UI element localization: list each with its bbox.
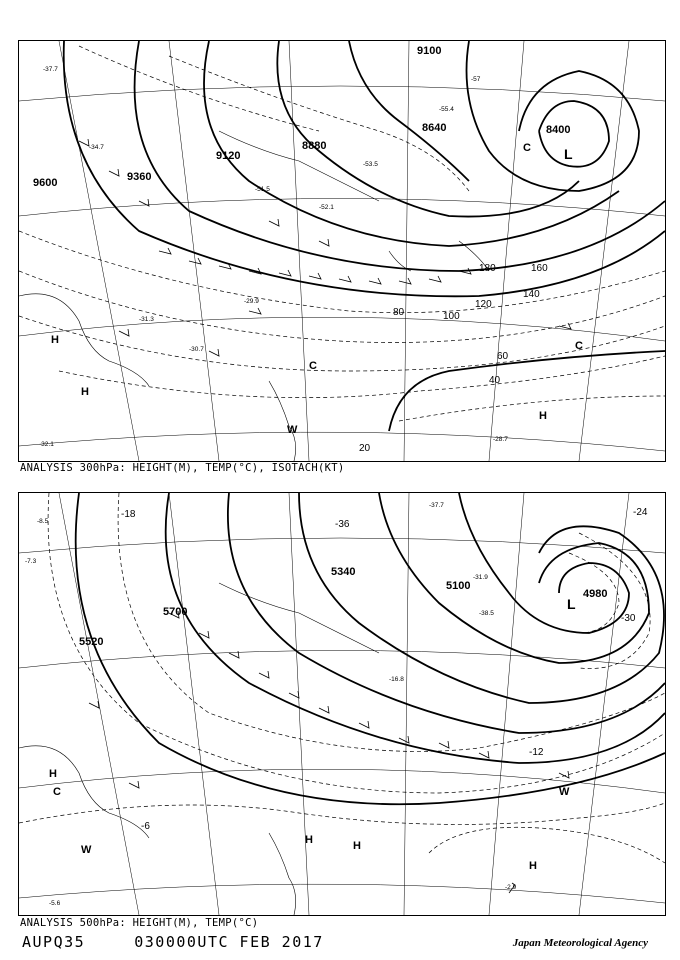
low-pressure-center: L (564, 146, 573, 162)
temp-label: -57 (471, 76, 481, 83)
high-pressure-center: H (305, 834, 313, 846)
isotherm-label-12: -12 (529, 747, 544, 758)
isotach-label-120: 120 (475, 299, 492, 310)
isotach-label-40: 40 (489, 375, 501, 386)
temp-label: -28.7 (493, 436, 508, 443)
cold-center: C (309, 360, 317, 372)
caption-500hpa: ANALYSIS 500hPa: HEIGHT(M), TEMP(°C) (20, 917, 259, 929)
height-label-5520: 5520 (79, 636, 104, 648)
warm-center: W (559, 786, 570, 798)
analysis-300hpa-map (18, 40, 666, 462)
low-pressure-center: L (567, 596, 576, 612)
latlon-grid (19, 493, 665, 915)
caption-300hpa: ANALYSIS 300hPa: HEIGHT(M), TEMP(°C), ISOTACH(KT) (20, 462, 345, 474)
temp-label: -34.7 (89, 144, 104, 151)
isotach-label-20: 20 (359, 443, 371, 454)
height-label-8880: 8880 (302, 140, 327, 152)
valid-time: 030000UTC FEB 2017 (134, 933, 324, 951)
high-pressure-center: H (353, 840, 361, 852)
cold-center: C (53, 786, 61, 798)
temp-label: -5.6 (49, 900, 61, 907)
map-300hpa-canvas (19, 41, 665, 461)
temp-label: -37.7 (43, 66, 58, 73)
height-label-9600: 9600 (33, 177, 58, 189)
chart-footer (22, 933, 324, 951)
agency-name: Japan Meteorological Agency (512, 937, 648, 949)
height-label-9360: 9360 (127, 171, 152, 183)
cold-center: C (575, 340, 583, 352)
isotach-label-160: 160 (531, 263, 548, 274)
temp-label: -16.8 (389, 676, 404, 683)
height-label-4980: 4980 (583, 588, 608, 600)
temp-label: -55.4 (439, 106, 454, 113)
chart-id: AUPQ35 (22, 933, 86, 951)
high-pressure-center: H (539, 410, 547, 422)
temp-label: -31.9 (473, 574, 488, 581)
temp-label: -29.9 (244, 298, 259, 305)
temp-label: -8.5 (37, 518, 49, 525)
isotach-label-180: 180 (479, 263, 496, 274)
coastlines (19, 583, 379, 915)
height-label-8640: 8640 (422, 122, 447, 134)
latlon-grid (19, 41, 665, 461)
warm-center: W (287, 424, 298, 436)
temp-label: -53.5 (363, 161, 378, 168)
isotach-label-60: 60 (497, 351, 509, 362)
temp-label: -32.1 (39, 441, 54, 448)
height-label-8400: 8400 (546, 124, 571, 136)
cold-center: C (523, 142, 531, 154)
temp-label: -38.5 (479, 610, 494, 617)
temp-label: -2.9 (505, 884, 517, 891)
height-label-5340: 5340 (331, 566, 356, 578)
high-pressure-center: H (51, 334, 59, 346)
high-pressure-center: H (529, 860, 537, 872)
height-label-5100: 5100 (446, 580, 471, 592)
isotherm-label-36: -36 (335, 519, 350, 530)
temp-label: -52.1 (319, 204, 334, 211)
temp-label: -7.3 (25, 558, 37, 565)
wind-barbs (89, 611, 569, 893)
isotherm-label-30: -30 (621, 613, 636, 624)
map-500hpa-canvas (19, 493, 665, 915)
height-label-9120: 9120 (216, 150, 241, 162)
temp-label: -30.7 (189, 346, 204, 353)
isotherm-label-6: -6 (141, 821, 150, 832)
high-pressure-center: H (49, 768, 57, 780)
isotherm-label-24: -24 (633, 507, 648, 518)
isotherm-lines (19, 493, 665, 863)
height-contours (64, 41, 665, 431)
temp-label: -31.3 (139, 316, 154, 323)
isotach-label-140: 140 (523, 289, 540, 300)
isotach-label-80: 80 (393, 307, 405, 318)
height-label-9100: 9100 (417, 45, 442, 57)
high-pressure-center: H (81, 386, 89, 398)
analysis-500hpa-map (18, 492, 666, 916)
height-label-5700: 5700 (163, 606, 188, 618)
isotach-label-100: 100 (443, 311, 460, 322)
isotherm-label-18: -18 (121, 509, 136, 520)
temp-label: -37.7 (429, 502, 444, 509)
temp-label: -51.5 (255, 186, 270, 193)
warm-center: W (81, 844, 92, 856)
